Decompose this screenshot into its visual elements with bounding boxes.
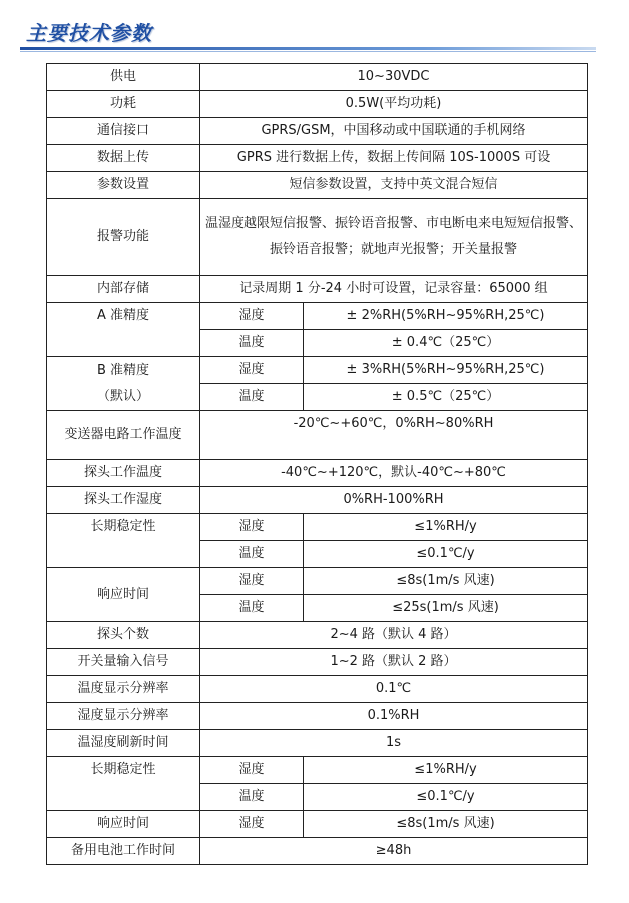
sub-label: 湿度 bbox=[200, 811, 304, 838]
section-header bbox=[0, 0, 629, 56]
section-title: 主要技术参数 bbox=[26, 21, 152, 45]
row-value: 2~4 路（默认 4 路） bbox=[200, 622, 588, 649]
sub-label: 湿度 bbox=[200, 514, 304, 541]
table-row bbox=[47, 649, 588, 676]
table-row bbox=[47, 676, 588, 703]
row-label: 探头工作湿度 bbox=[47, 487, 200, 514]
row-label: 通信接口 bbox=[47, 118, 200, 145]
table-row bbox=[47, 568, 588, 595]
row-label: 开关量输入信号 bbox=[47, 649, 200, 676]
sub-label: 湿度 bbox=[200, 303, 304, 330]
table-row bbox=[47, 730, 588, 757]
row-value: 0.5W(平均功耗) bbox=[200, 91, 588, 118]
sub-label: 温度 bbox=[200, 541, 304, 568]
table-row bbox=[47, 172, 588, 199]
sub-value: ± 3%RH(5%RH~95%RH,25℃) bbox=[304, 357, 588, 384]
row-value: GPRS/GSM，中国移动或中国联通的手机网络 bbox=[200, 118, 588, 145]
sub-label: 湿度 bbox=[200, 757, 304, 784]
spec-table bbox=[46, 63, 588, 865]
row-label: 响应时间 bbox=[47, 811, 200, 838]
row-value: -40℃~+120℃，默认-40℃~+80℃ bbox=[200, 460, 588, 487]
sub-value: ≤0.1℃/y bbox=[304, 784, 588, 811]
table-row bbox=[47, 811, 588, 838]
sub-label: 湿度 bbox=[200, 357, 304, 384]
row-label-line: B 准精度 bbox=[96, 362, 150, 378]
table-row bbox=[47, 622, 588, 649]
title-underline bbox=[20, 47, 596, 50]
table-row bbox=[47, 757, 588, 784]
row-label: 探头个数 bbox=[47, 622, 200, 649]
row-label: 报警功能 bbox=[47, 199, 200, 276]
row-label: 备用电池工作时间 bbox=[47, 838, 200, 865]
table-row bbox=[47, 145, 588, 172]
sub-value: ≤0.1℃/y bbox=[304, 541, 588, 568]
sub-label: 温度 bbox=[200, 595, 304, 622]
row-label: 参数设置 bbox=[47, 172, 200, 199]
table-row bbox=[47, 303, 588, 330]
row-label: 响应时间 bbox=[47, 568, 200, 622]
table-row bbox=[47, 514, 588, 541]
row-label: 功耗 bbox=[47, 91, 200, 118]
table-row bbox=[47, 357, 588, 384]
row-value: 0%RH-100%RH bbox=[200, 487, 588, 514]
row-value: GPRS 进行数据上传，数据上传间隔 10S-1000S 可设 bbox=[200, 145, 588, 172]
row-value: 1s bbox=[200, 730, 588, 757]
table-row bbox=[47, 91, 588, 118]
sub-value: ≤25s(1m/s 风速) bbox=[304, 595, 588, 622]
row-value: 0.1%RH bbox=[200, 703, 588, 730]
row-label: 湿度显示分辨率 bbox=[47, 703, 200, 730]
sub-value: ≤8s(1m/s 风速) bbox=[304, 568, 588, 595]
row-label: 变送器电路工作温度 bbox=[47, 411, 200, 460]
row-value: 记录周期 1 分-24 小时可设置，记录容量：65000 组 bbox=[200, 276, 588, 303]
row-label bbox=[47, 357, 200, 411]
sub-value: ≤1%RH/y bbox=[304, 514, 588, 541]
row-value: -20℃~+60℃，0%RH~80%RH bbox=[200, 411, 588, 460]
sub-value: ± 0.4℃（25℃） bbox=[304, 330, 588, 357]
row-value: 1~2 路（默认 2 路） bbox=[200, 649, 588, 676]
row-label: 长期稳定性 bbox=[47, 514, 200, 568]
title-underline-thin bbox=[20, 51, 596, 52]
row-label: 内部存储 bbox=[47, 276, 200, 303]
row-label: 温度显示分辨率 bbox=[47, 676, 200, 703]
row-value: ≥48h bbox=[200, 838, 588, 865]
sub-value: ≤1%RH/y bbox=[304, 757, 588, 784]
table-row bbox=[47, 703, 588, 730]
row-label: 探头工作温度 bbox=[47, 460, 200, 487]
sub-label: 温度 bbox=[200, 330, 304, 357]
table-row bbox=[47, 276, 588, 303]
row-label: 供电 bbox=[47, 64, 200, 91]
table-row bbox=[47, 199, 588, 276]
sub-label: 温度 bbox=[200, 784, 304, 811]
row-value: 温湿度越限短信报警、振铃语音报警、市电断电来电短短信报警、振铃语音报警；就地声光报警；开关量报警 bbox=[200, 199, 588, 276]
sub-label: 湿度 bbox=[200, 568, 304, 595]
table-row bbox=[47, 460, 588, 487]
table-row bbox=[47, 411, 588, 460]
row-value: 0.1℃ bbox=[200, 676, 588, 703]
sub-label: 温度 bbox=[200, 384, 304, 411]
table-row bbox=[47, 838, 588, 865]
row-label: 温湿度刷新时间 bbox=[47, 730, 200, 757]
table-row bbox=[47, 64, 588, 91]
row-label: 数据上传 bbox=[47, 145, 200, 172]
sub-value: ± 0.5℃（25℃） bbox=[304, 384, 588, 411]
table-row bbox=[47, 118, 588, 145]
row-value: 10~30VDC bbox=[200, 64, 588, 91]
sub-value: ± 2%RH(5%RH~95%RH,25℃) bbox=[304, 303, 588, 330]
row-label: 长期稳定性 bbox=[47, 757, 200, 811]
row-label: A 准精度 bbox=[47, 303, 200, 357]
row-label-line: （默认） bbox=[96, 388, 149, 404]
sub-value: ≤8s(1m/s 风速) bbox=[304, 811, 588, 838]
row-value: 短信参数设置，支持中英文混合短信 bbox=[200, 172, 588, 199]
table-row bbox=[47, 487, 588, 514]
